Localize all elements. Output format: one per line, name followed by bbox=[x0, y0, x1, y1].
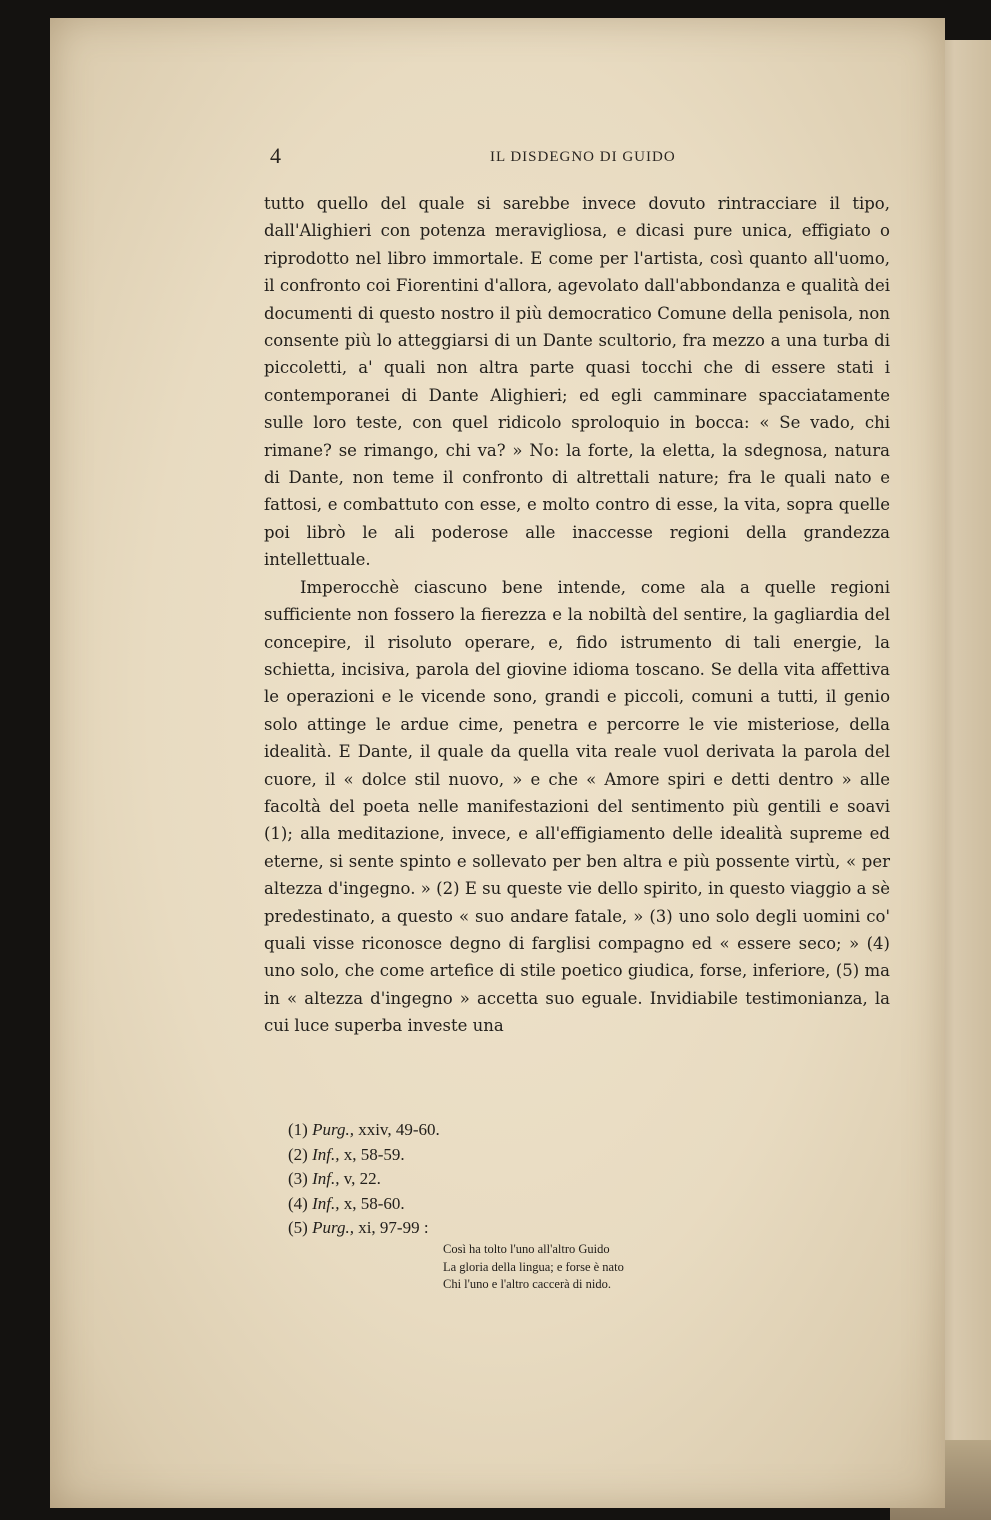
footnote-work: Inf., bbox=[312, 1193, 340, 1213]
page-number: 4 bbox=[270, 143, 281, 168]
verse-quotation bbox=[443, 1241, 624, 1294]
footnotes bbox=[288, 1118, 440, 1241]
footnote-ref: xi, 97-99 : bbox=[358, 1218, 429, 1237]
paragraph: tutto quello del quale si sarebbe invece dovuto rintracciare il tipo, dall'Alighieri con potenza meravigliosa, e dicasi pure unica, effigiato o riprodotto nel libro immortale. E come per l'artista, così quanto all'uomo, il confronto coi Fiorentini d'allora, agevolato dall'abbondanza e qualità dei documenti di questo nostro il più democratico Comune della penisola, non consente più lo atteggiarsi di un Dante scultorio, fra mezzo a una turba di piccoletti, a' quali non altra parte quasi tocchi che di essere stati i contemporanei di Dante Alighieri; ed egli camminare spacciatamente sulle loro teste, con quel ridicolo sproloquio in bocca: « Se vado, chi rimane? se rimango, chi va? » No: la forte, la eletta, la sdegnosa, natura di Dante, non teme il confronto di altrettali nature; fra le quali nato e fattosi, e combattuto con esse, e molto contro di esse, la vita, sopra quelle poi librò le ali poderose alle inaccesse regioni della grandezza intellettuale. bbox=[264, 194, 890, 570]
footnote-mark: (5) bbox=[288, 1218, 308, 1237]
book-page bbox=[50, 18, 945, 1508]
footnote-work: Inf., bbox=[312, 1144, 340, 1164]
footnote-ref: xxiv, 49-60. bbox=[358, 1120, 440, 1139]
footnote-ref: v, 22. bbox=[343, 1169, 381, 1188]
footnote-mark: (2) bbox=[288, 1144, 308, 1164]
footnote-work: Inf., bbox=[312, 1169, 340, 1188]
footnote-work: Purg., bbox=[312, 1218, 354, 1237]
footnote bbox=[288, 1216, 440, 1241]
footnote-ref: x, 58-59. bbox=[343, 1144, 405, 1164]
footnote-mark: (1) bbox=[288, 1120, 308, 1139]
footnote-work: Purg., bbox=[312, 1120, 354, 1139]
footnote-mark: (3) bbox=[288, 1169, 308, 1188]
footnote bbox=[288, 1143, 440, 1168]
verse-line: La gloria della lingua; e forse è nato bbox=[443, 1259, 624, 1274]
verse-line: Così ha tolto l'uno all'altro Guido bbox=[443, 1242, 610, 1256]
footnote-ref: x, 58-60. bbox=[343, 1193, 405, 1213]
footnote-mark: (4) bbox=[288, 1193, 308, 1213]
running-title: IL DISDEGNO DI GUIDO bbox=[490, 149, 676, 165]
footnote bbox=[288, 1118, 440, 1143]
main-text bbox=[264, 190, 890, 1040]
footnote bbox=[288, 1192, 440, 1217]
footnote bbox=[288, 1167, 440, 1192]
verse-line: Chi l'uno e l'altro caccerà di nido. bbox=[443, 1277, 611, 1291]
paragraph: Imperocchè ciascuno bene intende, come ala a quelle regioni sufficiente non fossero la fierezza e la nobiltà del sentire, la gagliardia del concepire, il risoluto operare, e, fido istrumento di tali energie, la schietta, incisiva, parola del giovine idioma toscano. Se della vita affettiva le operazioni e le vicende sono, grandi e piccoli, comuni a tutti, il genio solo attinge le ardue cime, penetra e percorre le vie misteriose, della idealità. E Dante, il quale da quella vita reale vuol derivata la parola del cuore, il « dolce stil nuovo, » e che « Amore spiri e detti dentro » alle facoltà del poeta nelle manifestazioni del sentimento più gentili e soavi (1); alla meditazione, invece, e all'effigiamento delle idealità supreme ed eterne, si sente spinto e sollevato per ben altra e più possente virtù, « per altezza d'ingegno. » (2) E su queste vie dello spirito, in questo viaggio a sè predestinato, a questo « suo andare fatale, » (3) uno solo degli uomini co' quali visse riconosce degno di farglisi compagno ed « essere seco; » (4) uno solo, che come artefice di stile poetico giudica, forse, inferiore, (5) ma in « altezza d'ingegno » accetta suo eguale. Invidiabile testimonianza, la cui luce superba investe una bbox=[264, 577, 890, 1036]
